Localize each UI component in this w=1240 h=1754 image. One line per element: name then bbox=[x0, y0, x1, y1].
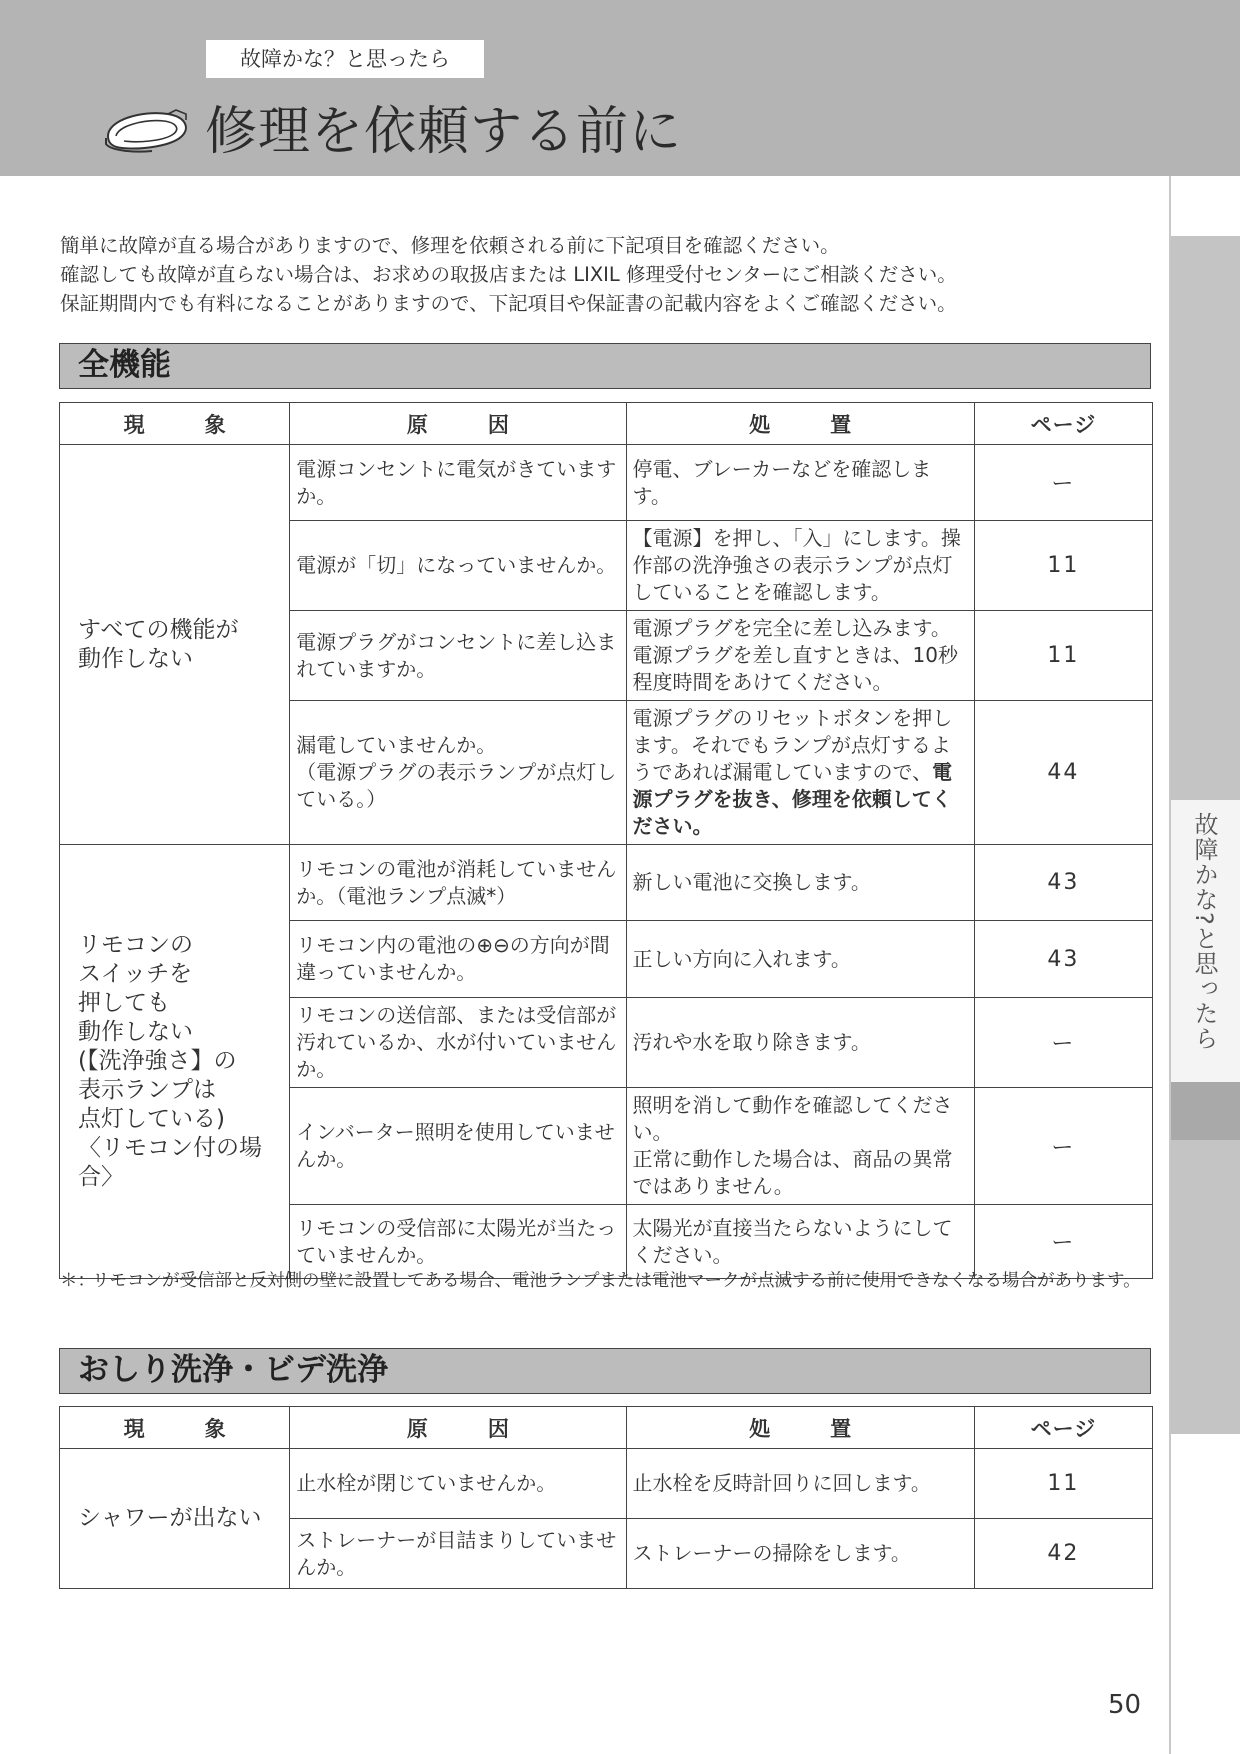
breadcrumb: 故障かな？と思ったら bbox=[206, 40, 484, 78]
action-cell: 停電、ブレーカーなどを確認します。 bbox=[626, 445, 974, 521]
table-row bbox=[60, 1449, 1153, 1519]
header-page: ページ bbox=[974, 1407, 1152, 1449]
intro-line: 確認しても故障が直らない場合は、お求めの取扱店または LIXIL 修理受付センターにご相談ください。 bbox=[60, 263, 957, 286]
header-cause: 原因 bbox=[290, 1407, 626, 1449]
action-cell: 電源プラグを完全に差し込みます。電源プラグを差し直すときは、10秒程度時間をあけてください。 bbox=[626, 611, 974, 701]
footnote bbox=[60, 1268, 1150, 1295]
page-number: 50 bbox=[1108, 1690, 1142, 1720]
cause-cell: 電源が「切」になっていませんか。 bbox=[290, 521, 626, 611]
cause-cell: 漏電していませんか。 （電源プラグの表示ランプが点灯している。） bbox=[290, 701, 626, 845]
cause-cell: 電源プラグがコンセントに差し込まれていますか。 bbox=[290, 611, 626, 701]
action-cell: 汚れや水を取り除きます。 bbox=[626, 998, 974, 1088]
action-cell: 照明を消して動作を確認してください。 正常に動作した場合は、商品の異常ではありません。 bbox=[626, 1088, 974, 1205]
cause-cell: インバーター照明を使用していませんか。 bbox=[290, 1088, 626, 1205]
intro-text bbox=[60, 231, 1150, 318]
cause-cell: ストレーナーが目詰まりしていませんか。 bbox=[290, 1519, 626, 1589]
header-action: 処置 bbox=[626, 403, 974, 445]
cause-cell: 止水栓が閉じていませんか。 bbox=[290, 1449, 626, 1519]
header-symptom: 現象 bbox=[60, 403, 290, 445]
troubleshooting-table-all-functions bbox=[59, 402, 1153, 1279]
page-ref: 42 bbox=[974, 1519, 1152, 1589]
action-cell: 止水栓を反時計回りに回します。 bbox=[626, 1449, 974, 1519]
footnote-mark: ＊： bbox=[60, 1271, 95, 1291]
page-ref: ー bbox=[974, 998, 1152, 1088]
section-heading-all-functions: 全機能 bbox=[59, 343, 1151, 389]
cause-cell: リモコンの送信部、または受信部が汚れているか、水が付いていませんか。 bbox=[290, 998, 626, 1088]
toilet-seat-icon bbox=[102, 106, 192, 156]
action-cell: ストレーナーの掃除をします。 bbox=[626, 1519, 974, 1589]
page-ref: 11 bbox=[974, 611, 1152, 701]
symptom-cell: シャワーが出ない bbox=[60, 1449, 290, 1589]
action-cell: 【電源】を押し、「入」にします。操作部の洗浄強さの表示ランプが点灯していることを確認します。 bbox=[626, 521, 974, 611]
symptom-cell: リモコンの スイッチを 押しても 動作しない (【洗浄強さ】の 表示ランプは 点灯している) 〈リモコン付の場合〉 bbox=[60, 845, 290, 1279]
page-ref: 43 bbox=[974, 921, 1152, 998]
header-cause: 原因 bbox=[290, 403, 626, 445]
cause-cell: リモコンの電池が消耗していませんか。（電池ランプ点滅*） bbox=[290, 845, 626, 921]
page-ref: ー bbox=[974, 1205, 1152, 1279]
cause-cell: 電源コンセントに電気がきていますか。 bbox=[290, 445, 626, 521]
header-page: ページ bbox=[974, 403, 1152, 445]
action-cell: 太陽光が直接当たらないようにしてください。 bbox=[626, 1205, 974, 1279]
cause-cell: リモコン内の電池の⊕⊖の方向が間違っていませんか。 bbox=[290, 921, 626, 998]
side-index-label: 故障かな?と思ったら bbox=[1190, 812, 1218, 1051]
page-ref: 43 bbox=[974, 845, 1152, 921]
header-symptom: 現象 bbox=[60, 1407, 290, 1449]
action-cell: 正しい方向に入れます。 bbox=[626, 921, 974, 998]
table-row bbox=[60, 845, 1153, 921]
action-cell: 電源プラグのリセットボタンを押します。それでもランプが点灯するようであれば漏電していますので、電源プラグを抜き、修理を依頼してください。 bbox=[626, 701, 974, 845]
cause-cell: リモコンの受信部に太陽光が当たっていませんか。 bbox=[290, 1205, 626, 1279]
intro-line: 簡単に故障が直る場合がありますので、修理を依頼される前に下記項目を確認ください。 bbox=[60, 234, 840, 257]
action-emphasis: 電源プラグを抜き、修理を依頼してください。 bbox=[632, 760, 953, 838]
footnote-text: リモコンが受信部と反対側の壁に設置してある場合、電池ランプまたは電池マークが点滅する前に使用できなくなる場合があります。 bbox=[92, 1271, 1141, 1291]
intro-line: 保証期間内でも有料になることがありますので、下記項目や保証書の記載内容をよくご確認ください。 bbox=[60, 292, 957, 315]
page-ref: 11 bbox=[974, 521, 1152, 611]
page-ref: 44 bbox=[974, 701, 1152, 845]
page-title: 修理を依頼する前に bbox=[205, 102, 683, 162]
page-ref: 11 bbox=[974, 1449, 1152, 1519]
page-ref: ー bbox=[974, 445, 1152, 521]
table-row bbox=[60, 445, 1153, 521]
header-action: 処置 bbox=[626, 1407, 974, 1449]
action-cell: 新しい電池に交換します。 bbox=[626, 845, 974, 921]
section-heading-washing: おしり洗浄・ビデ洗浄 bbox=[59, 1348, 1151, 1394]
troubleshooting-table-washing bbox=[59, 1406, 1153, 1589]
symptom-cell: すべての機能が 動作しない bbox=[60, 445, 290, 845]
side-index-tab-marker bbox=[1171, 1082, 1240, 1140]
page-ref: ー bbox=[974, 1088, 1152, 1205]
